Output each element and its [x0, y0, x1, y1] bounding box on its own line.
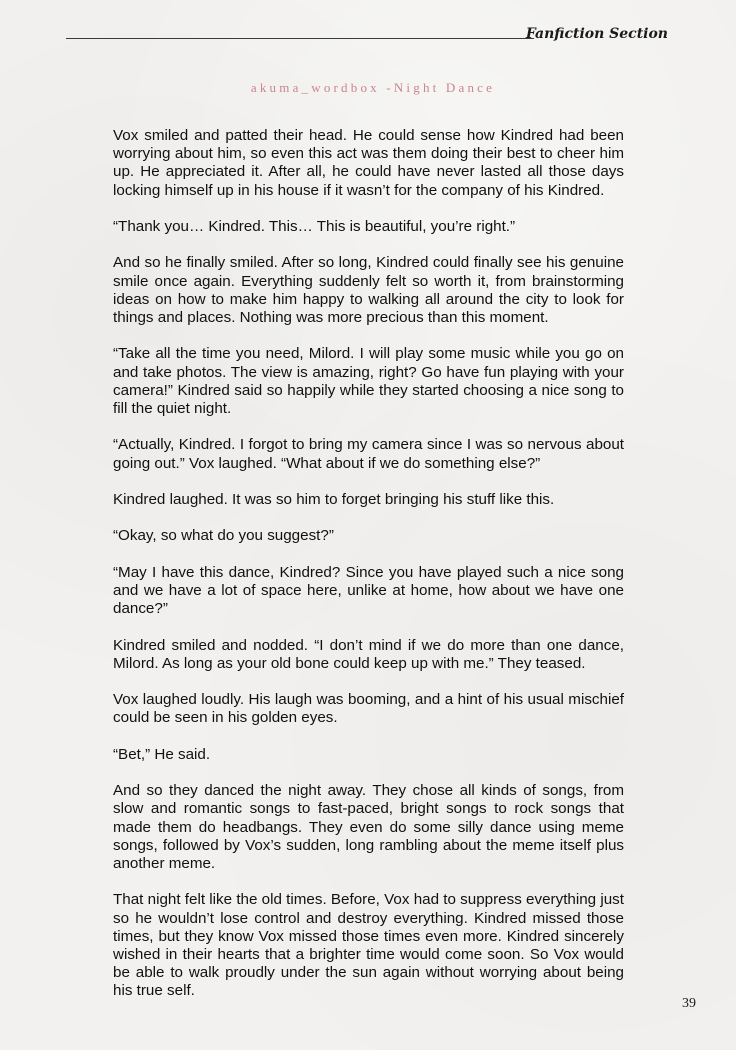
paragraph: Vox smiled and patted their head. He could sense how Kindred had been worrying about him, so even this act was them doing their best to cheer him up. He appreciated it. After all, he could have never lasted all those days locking himself up in his house if it wasn’t for the company of his Kindred. — [113, 127, 624, 199]
paragraph: “Bet,” He said. — [113, 745, 211, 763]
story-title: akuma_wordbox -Night Dance — [250, 80, 496, 95]
paragraph: “Okay, so what do you suggest?” — [113, 527, 334, 545]
paragraph: “Actually, Kindred. I forgot to bring my camera since I was so nervous about going out.” Vox laughed. “What about if we do something else?” — [113, 436, 624, 472]
paragraph: That night felt like the old times. Before, Vox had to suppress everything just so he wouldn’t lose control and destroy everything. Kindred missed those times, but they know Vox missed those times even more. Kindred sincerely wished in their hearts that a brighter time would come soon. So Vox would be able to walk proudly under the sun again without worrying about being his true self. — [113, 891, 624, 1000]
page-number: 39 — [682, 996, 696, 1011]
section-title: Fanfiction Section — [525, 26, 668, 42]
paragraph: “May I have this dance, Kindred? Since you have played such a nice song and we have a lot of space here, unlike at home, how about we have one dance?” — [113, 563, 624, 618]
header-rule — [66, 38, 534, 39]
paragraph: Vox laughed loudly. His laugh was booming, and a hint of his usual mischief could be seen in his golden eyes. — [113, 691, 624, 727]
paragraph: Kindred laughed. It was so him to forget bringing his stuff like this. — [113, 490, 555, 508]
story-body — [113, 127, 624, 1001]
paragraph: And so he finally smiled. After so long, Kindred could finally see his genuine smile once again. Everything suddenly felt so worth it, from brainstorming ideas on how to make him happy to walking all around the city to look for things and places. Nothing was more precious than this moment. — [113, 254, 624, 326]
paragraph: And so they danced the night away. They chose all kinds of songs, from slow and romantic songs to fast-paced, bright songs to rock songs that made them do headbangs. They even do some silly dance using meme songs, followed by Vox’s sudden, long rambling about the meme itself plus another meme. — [113, 782, 624, 872]
paragraph: “Thank you… Kindred. This… This is beautiful, you’re right.” — [113, 218, 516, 235]
paragraph: “Take all the time you need, Milord. I will play some music while you go on and take photos. The view is amazing, right? Go have fun playing with your camera!” Kindred said so happily while they started choosing a nice song to fill the quiet night. — [113, 345, 624, 417]
paragraph: Kindred smiled and nodded. “I don’t mind if we do more than one dance, Milord. As long as your old bone could keep up with me.” They teased. — [113, 636, 624, 672]
